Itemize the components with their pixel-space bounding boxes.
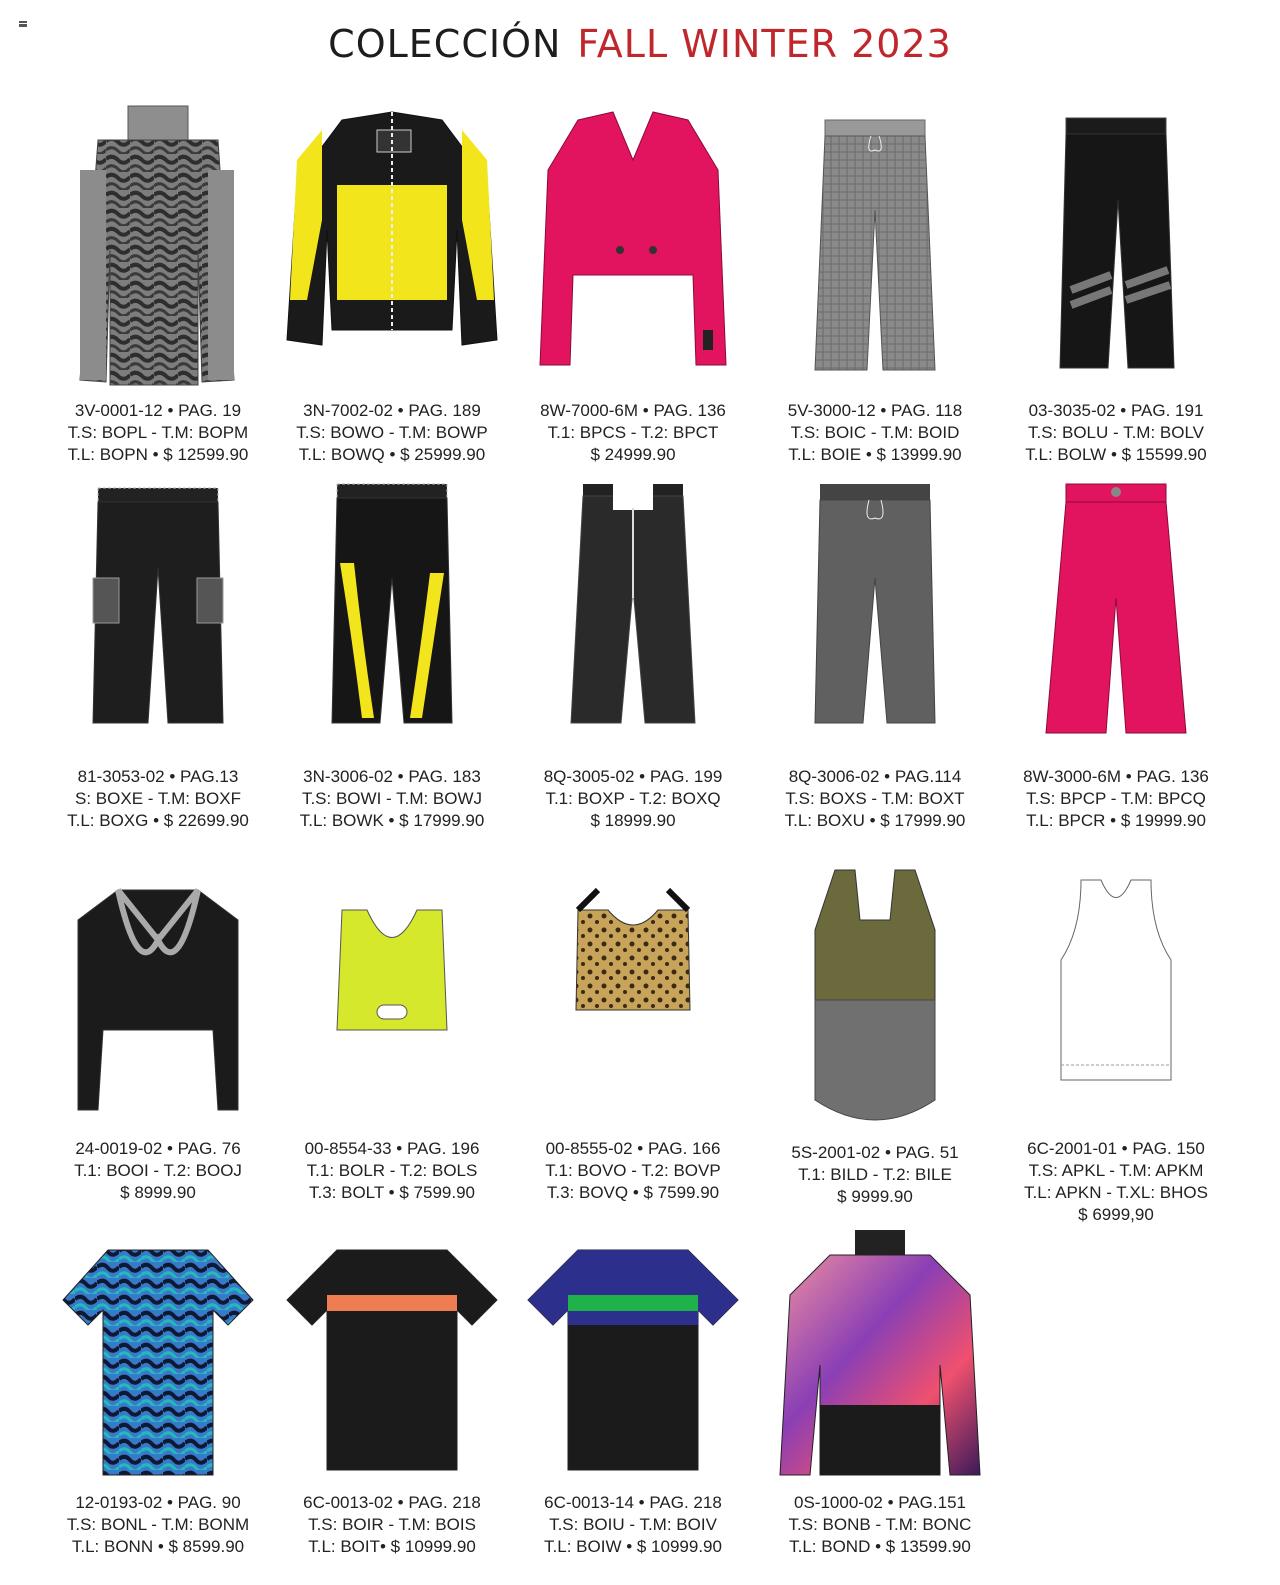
product-price: T.L: BOND • $ 13599.90 <box>789 1537 971 1556</box>
product-illustration <box>272 478 512 748</box>
product-price: T.L: BOIE • $ 13999.90 <box>788 445 962 464</box>
product-illustration <box>760 1225 1000 1480</box>
product-sizes-extra: T.L: APKN - T.XL: BHOS <box>1024 1183 1208 1202</box>
page-title <box>0 22 1280 67</box>
product-sizes: T.S: BONL - T.M: BONM <box>66 1515 250 1534</box>
product-code: 6C-2001-01 • PAG. 150 <box>1027 1139 1205 1158</box>
blue-zebra-tee-image <box>53 1230 263 1480</box>
product-illustration <box>513 1230 753 1480</box>
product-price: T.L: BOIT• $ 10999.90 <box>308 1537 476 1556</box>
product-sizes: T.1: BOXP - T.2: BOXQ <box>545 789 721 808</box>
product-illustration <box>38 478 278 748</box>
product-price: $ 18999.90 <box>590 811 676 830</box>
black-orange-stripe-tee-image <box>277 1230 507 1480</box>
product-code: 81-3053-02 • PAG.13 <box>77 767 239 786</box>
product-sizes: T.S: BOXS - T.M: BOXT <box>785 789 965 808</box>
product-illustration <box>38 100 278 390</box>
product-illustration <box>272 1230 512 1480</box>
product-sizes: T.S: APKL - T.M: APKM <box>1028 1161 1204 1180</box>
black-cargo-pants-image <box>88 478 228 748</box>
product-code: 3V-0001-12 • PAG. 19 <box>74 401 242 420</box>
product-sizes: T.1: BOOI - T.2: BOOJ <box>74 1161 242 1180</box>
black-crossover-crop-top-image <box>58 870 258 1115</box>
product-illustration <box>755 860 995 1130</box>
product-code: 8Q-3005-02 • PAG. 199 <box>543 767 723 786</box>
product-sizes: T.S: BOIU - T.M: BOIV <box>549 1515 717 1534</box>
product-sizes: T.1: BOLR - T.2: BOLS <box>306 1161 478 1180</box>
product-code: 5V-3000-12 • PAG. 118 <box>787 401 963 420</box>
product-sizes: T.S: BONB - T.M: BONC <box>788 1515 972 1534</box>
product-sizes: T.S: BPCP - T.M: BPCQ <box>1026 789 1206 808</box>
product-illustration <box>38 1230 278 1480</box>
product-price: T.3: BOVQ • $ 7599.90 <box>546 1183 720 1202</box>
product-code: 8W-7000-6M • PAG. 136 <box>540 401 726 420</box>
product-sizes: T.1: BILD - T.2: BILE <box>798 1165 952 1184</box>
product-code: 0S-1000-02 • PAG.151 <box>794 1493 966 1512</box>
product-illustration <box>755 100 995 375</box>
navy-green-stripe-tee-image <box>518 1230 748 1480</box>
product-sizes: T.S: BOWO - T.M: BOWP <box>296 423 488 442</box>
product-price: $ 9999.90 <box>837 1187 913 1206</box>
title-collection: COLECCIÓN <box>328 22 562 66</box>
title-season: FALL WINTER 2023 <box>577 22 952 66</box>
product-price: T.L: BOXU • $ 17999.90 <box>784 811 966 830</box>
product-price: T.3: BOLT • $ 7599.90 <box>309 1183 475 1202</box>
product-sizes: T.S: BOIC - T.M: BOID <box>790 423 960 442</box>
product-sizes: T.S: BOIR - T.M: BOIS <box>308 1515 476 1534</box>
product-code: 24-0019-02 • PAG. 76 <box>75 1139 241 1158</box>
product-code: 3N-7002-02 • PAG. 189 <box>303 401 481 420</box>
product-illustration <box>38 870 278 1115</box>
product-price: T.L: BOWK • $ 17999.90 <box>299 811 485 830</box>
product-code: 3N-3006-02 • PAG. 183 <box>303 767 481 786</box>
pink-swirl-half-zip-image <box>770 1225 990 1480</box>
olive-layered-tank-image <box>795 860 955 1130</box>
white-racerback-tank-image <box>1046 870 1186 1090</box>
pink-wide-leg-pants-image <box>1041 478 1191 748</box>
product-price: $ 6999,90 <box>1078 1205 1154 1224</box>
product-sizes: T.1: BPCS - T.2: BPCT <box>547 423 719 442</box>
product-code: 12-0193-02 • PAG. 90 <box>75 1493 241 1512</box>
product-code: 6C-0013-02 • PAG. 218 <box>303 1493 481 1512</box>
product-price: $ 24999.90 <box>590 445 676 464</box>
product-price: T.L: BOLW • $ 15599.90 <box>1025 445 1207 464</box>
product-price: T.L: BPCR • $ 19999.90 <box>1026 811 1206 830</box>
product-sizes: T.S: BOPL - T.M: BOPM <box>67 423 249 442</box>
product-price: T.L: BONN • $ 8599.90 <box>71 1537 245 1556</box>
product-code: 00-8554-33 • PAG. 196 <box>304 1139 480 1158</box>
yellow-black-track-pants-image <box>322 478 462 748</box>
pink-cropped-blazer-image <box>528 100 738 370</box>
product-illustration <box>513 100 753 370</box>
product-price: T.L: BOXG • $ 22699.90 <box>67 811 249 830</box>
product-illustration <box>272 870 512 1050</box>
product-illustration <box>996 100 1236 375</box>
product-illustration <box>755 478 995 748</box>
product-price: T.L: BOPN • $ 12599.90 <box>67 445 249 464</box>
product-illustration <box>513 478 753 748</box>
black-jogger-pants-image <box>1046 100 1186 375</box>
lime-sports-bra-image <box>317 870 467 1050</box>
product-code: 03-3035-02 • PAG. 191 <box>1028 401 1204 420</box>
leopard-sports-bra-image <box>558 870 708 1050</box>
product-illustration <box>996 478 1236 748</box>
product-sizes: T.S: BOLU - T.M: BOLV <box>1027 423 1205 442</box>
product-price: T.L: BOIW • $ 10999.90 <box>544 1537 722 1556</box>
product-code: 6C-0013-14 • PAG. 218 <box>544 1493 722 1512</box>
product-sizes: T.S: BOWI - T.M: BOWJ <box>301 789 483 808</box>
product-sizes: T.1: BOVO - T.2: BOVP <box>545 1161 721 1180</box>
product-illustration <box>513 870 753 1050</box>
product-price: $ 8999.90 <box>120 1183 196 1202</box>
product-code: 8Q-3006-02 • PAG.114 <box>788 767 962 786</box>
product-code: 5S-2001-02 • PAG. 51 <box>791 1143 959 1162</box>
yellow-black-track-jacket-image <box>282 100 502 350</box>
product-sizes: S: BOXE - T.M: BOXF <box>75 789 241 808</box>
zebra-turtleneck-sweater-image <box>58 100 258 390</box>
grey-sweatpants-image <box>805 478 945 748</box>
black-cutout-joggers-image <box>563 478 703 748</box>
grey-plaid-pants-image <box>795 100 955 375</box>
product-illustration <box>996 870 1236 1090</box>
product-code: 8W-3000-6M • PAG. 136 <box>1023 767 1209 786</box>
product-code: 00-8555-02 • PAG. 166 <box>545 1139 721 1158</box>
product-illustration <box>272 100 512 350</box>
product-price: T.L: BOWQ • $ 25999.90 <box>298 445 486 464</box>
